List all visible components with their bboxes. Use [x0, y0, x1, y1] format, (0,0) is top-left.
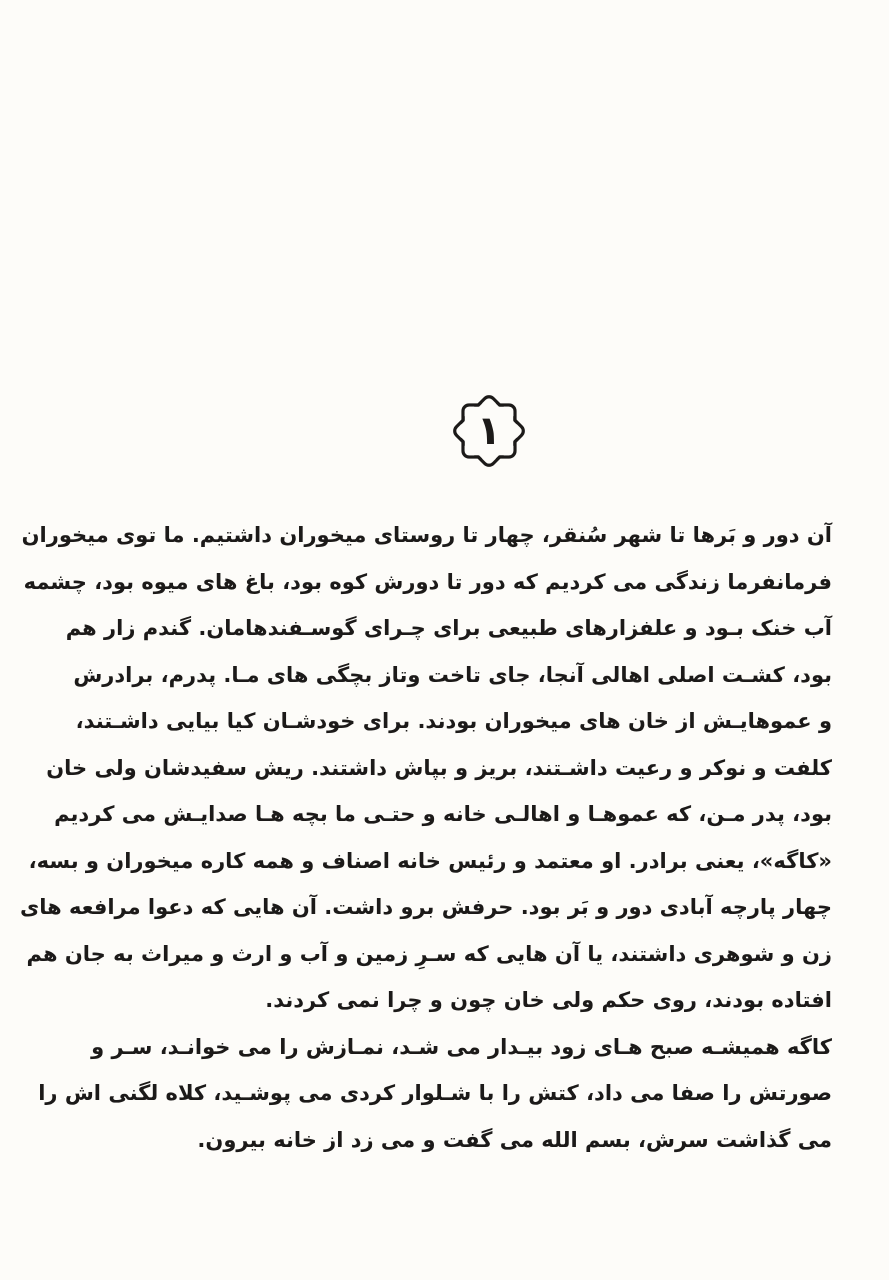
text-line: آب خنک بـود و علفزارهای طبیعی برای چـرای گوسـفندهامان. گندم زار هم — [65, 616, 832, 640]
text-line: بود، کشـت اصلی اهالی آنجا، جای تاخت وتاز بچگی های مـا. پدرم، برادرش — [73, 662, 832, 687]
paragraph-end-line: افتاده بودند، روی حکم ولی خان چون و چرا نمی کردند. — [265, 988, 832, 1012]
paragraph-end-line: می گذاشت سرش، بسم الله می گفت و می زد از خانه بیرون. — [197, 1127, 832, 1152]
text-line: چهار پارچه آبادی دور و بَر بود. حرفش برو داشت. آن هایی که دعوا مرافعه های — [20, 895, 832, 919]
text-line: فرمانفرما زندگی می کردیم که دور تا دورش کوه بود، باغ های میوه بود، چشمه — [23, 569, 832, 594]
text-line: کلفت و نوکر و رعیت داشـتند، بریز و بپاش داشتند. ریش سفیدشان ولی خان — [46, 755, 832, 780]
text-line: کاگه همیشـه صبح هـای زود بیـدار می شـد، نمـازش را می خوانـد، سـر و — [91, 1034, 832, 1059]
chapter-body-text — [20, 512, 832, 1163]
text-line: بود، پدر مـن، که عموهـا و اهالـی خانه و حتـی ما بچه هـا صدایـش می کردیم — [54, 802, 832, 826]
chapter-number: ۱ — [476, 408, 502, 454]
text-line: «کاگه»، یعنی برادر. او معتمد و رئیس خانه اصناف و همه کاره میخوران و بسه، — [28, 848, 832, 873]
text-line: صورتش را صفا می داد، کتش را با شـلوار کردی می پوشـید، کلاه لگنی اش را — [38, 1081, 832, 1105]
text-line: زن و شوهری داشتند، یا آن هایی که سـرِ زمین و آب و ارث و میراث به جان هم — [26, 941, 832, 966]
text-line: آن دور و بَرها تا شهر سُنقر، چهار تا روستای میخوران داشتیم. ما توی میخوران — [21, 523, 832, 547]
text-line: و عموهایـش از خان های میخوران بودند. برای خودشـان کیا بیایی داشـتند، — [75, 709, 832, 733]
chapter-badge — [446, 388, 532, 474]
